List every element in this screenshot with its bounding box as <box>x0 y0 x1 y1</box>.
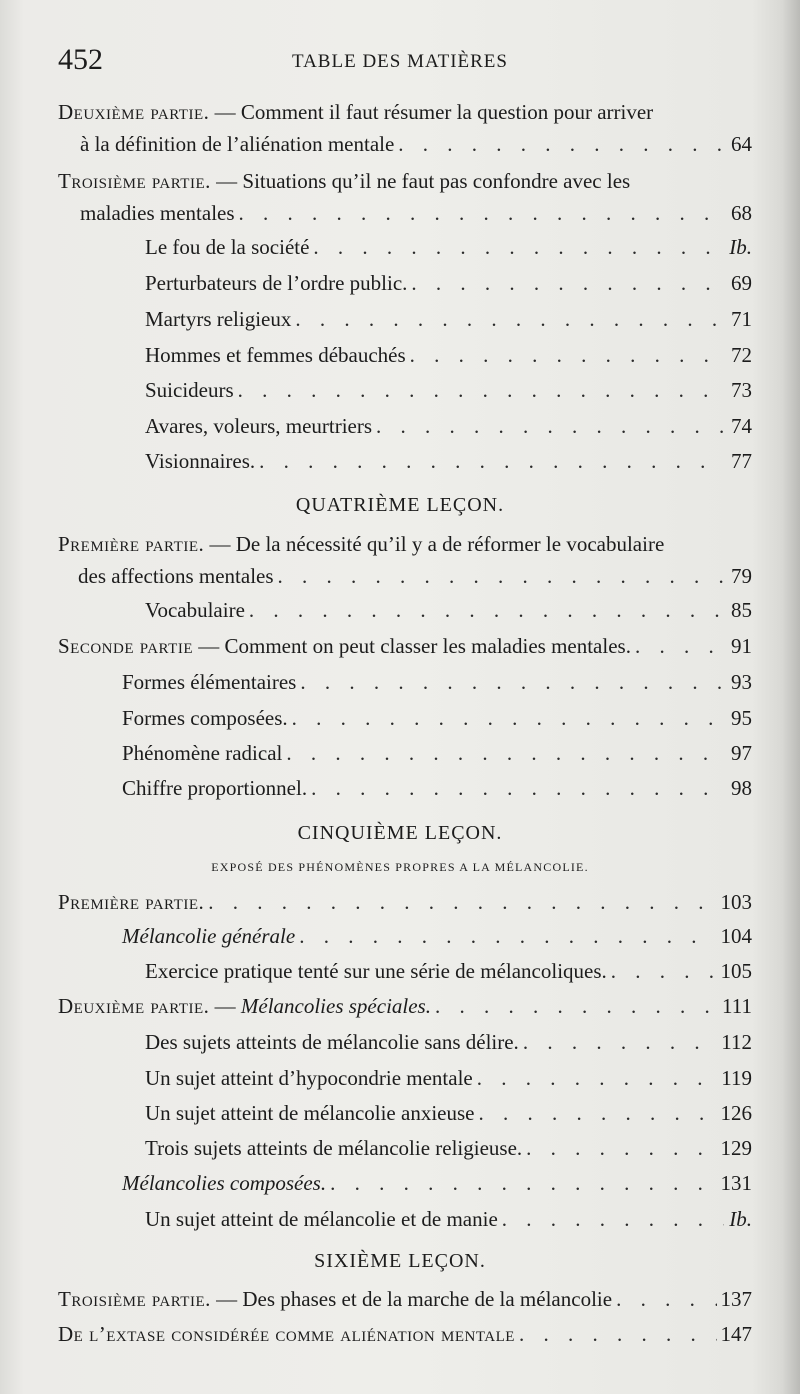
toc-item: Un sujet atteint de mélancolie et de manie . . . Ib. <box>145 1205 752 1233</box>
section-heading: QUATRIÈME LEÇON. <box>295 494 505 516</box>
page-ref: 64 <box>731 132 752 156</box>
toc-item: Formes composées. . . . 95 <box>122 704 752 732</box>
page-ref: 98 <box>731 776 752 800</box>
toc-item: Chiffre proportionnel. . . . 98 <box>122 774 752 802</box>
page-ref: 112 <box>721 1030 752 1054</box>
toc-item: Le fou de la société . . . Ib. <box>145 233 752 261</box>
toc-item: Suicideurs . . . 73 <box>145 376 752 404</box>
toc-item: Visionnaires. . . . 77 <box>145 447 752 475</box>
toc-entry-continuation: maladies mentales . . . 68 <box>80 199 752 227</box>
toc-entry-continuation: des affections mentales . . . 79 <box>78 562 752 590</box>
page-ref: 72 <box>731 343 752 367</box>
page-ref: 129 <box>720 1136 752 1160</box>
toc-entry-premiere-partie: Première partie. — De la nécessité qu’il y a de réformer le vocabulaire <box>58 532 665 556</box>
page-ref: 71 <box>731 307 752 331</box>
page-ref: 103 <box>720 890 752 914</box>
page-ref: 119 <box>721 1066 752 1090</box>
page-ref: Ib. <box>729 1207 752 1231</box>
toc-item: Un sujet atteint de mélancolie anxieuse . . . 126 <box>145 1099 752 1127</box>
toc-item: Mélancolie générale . . . 104 <box>122 922 752 950</box>
page-ref: 104 <box>720 924 752 948</box>
page-ref: 97 <box>731 741 752 765</box>
toc-item: Martyrs religieux . . . 71 <box>145 305 752 333</box>
page-ref: 95 <box>731 706 752 730</box>
toc-item: Un sujet atteint d’hypocondrie mentale . . . 119 <box>145 1064 752 1092</box>
toc-entry-troisieme-partie: Troisième partie. — Des phases et de la marche de la mélancolie . . . 137 <box>58 1285 752 1313</box>
page-ref: 77 <box>731 449 752 473</box>
page-ref: 79 <box>731 564 752 588</box>
section-subheading: EXPOSÉ DES PHÉNOMÈNES PROPRES A LA MÉLANCOLIE. <box>211 860 589 874</box>
toc-item: Formes élémentaires . . . 93 <box>122 668 752 696</box>
toc-item: Vocabulaire . . . 85 <box>145 596 752 624</box>
page-ref: Ib. <box>729 235 752 259</box>
section-heading: SIXIÈME LEÇON. <box>314 1250 486 1272</box>
toc-entry-extase: De l’extase considérée comme aliénation mentale . . . 147 <box>58 1320 752 1348</box>
toc-item: Phénomène radical . . . 97 <box>122 739 752 767</box>
toc-item: Trois sujets atteints de mélancolie religieuse. . . . 129 <box>145 1134 752 1162</box>
running-title: TABLE DES MATIÈRES <box>292 51 508 72</box>
toc-entry-troisieme-partie: Troisième partie. — Situations qu’il ne faut pas confondre avec les <box>58 169 631 193</box>
page-ref: 91 <box>731 634 752 658</box>
page-ref: 126 <box>720 1101 752 1125</box>
page-edge-shadow <box>782 0 800 1394</box>
page-ref: 147 <box>720 1322 752 1346</box>
toc-item: Mélancolies composées. . . . 131 <box>122 1169 752 1197</box>
toc-item: Avares, voleurs, meurtriers . . . 74 <box>145 412 752 440</box>
toc-item: Hommes et femmes débauchés . . . 72 <box>145 341 752 369</box>
page-header <box>0 42 800 82</box>
page-ref: 131 <box>720 1171 752 1195</box>
toc-item: Perturbateurs de l’ordre public. . . . 69 <box>145 269 752 297</box>
toc-entry-deuxieme-partie: Deuxième partie. — Mélancolies spéciales. . . . 111 <box>58 992 752 1020</box>
toc-entry-continuation: à la définition de l’aliénation mentale . . . 64 <box>80 130 752 158</box>
page-ref: 74 <box>731 414 752 438</box>
toc-entry-seconde-partie: Seconde partie — Comment on peut classer les maladies mentales. . . . 91 <box>58 632 752 660</box>
page-ref: 111 <box>722 994 752 1018</box>
page-ref: 69 <box>731 271 752 295</box>
toc-item: Des sujets atteints de mélancolie sans délire. . . . 112 <box>145 1028 752 1056</box>
page-ref: 93 <box>731 670 752 694</box>
section-heading: CINQUIÈME LEÇON. <box>297 822 503 844</box>
toc-entry-premiere-partie: Première partie. . . . 103 <box>58 888 752 916</box>
page-ref: 73 <box>731 378 752 402</box>
page-ref: 85 <box>731 598 752 622</box>
toc-item: Exercice pratique tenté sur une série de mélancoliques. . . . 105 <box>145 957 752 985</box>
page-ref: 68 <box>731 201 752 225</box>
page-number: 452 <box>58 43 103 76</box>
toc-entry-deuxieme-partie: Deuxième partie. — Comment il faut résumer la question pour arriver <box>58 100 654 124</box>
page-ref: 105 <box>720 959 752 983</box>
page-ref: 137 <box>720 1287 752 1311</box>
